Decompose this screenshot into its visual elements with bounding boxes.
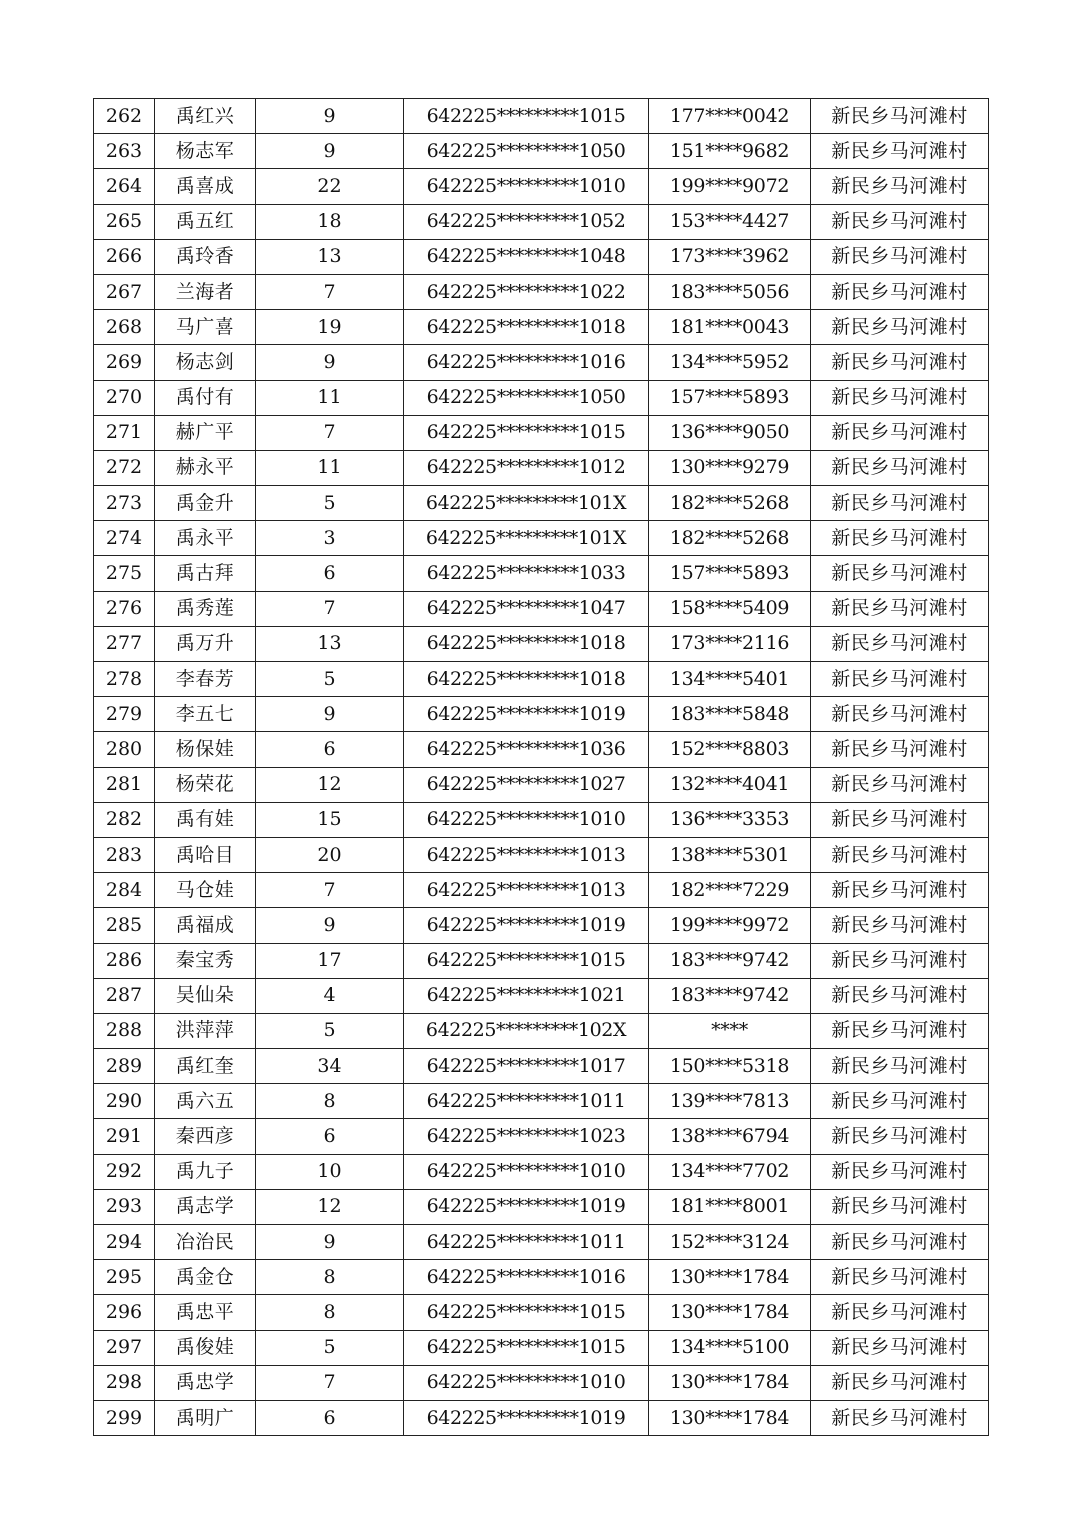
id-number-cell: 642225*********1015 bbox=[404, 1330, 649, 1365]
row-number-cell: 286 bbox=[94, 943, 155, 978]
row-number-cell: 268 bbox=[94, 310, 155, 345]
row-number-cell: 278 bbox=[94, 662, 155, 697]
village-cell: 新民乡马河滩村 bbox=[811, 1049, 989, 1084]
table-row bbox=[94, 486, 989, 521]
table-row bbox=[94, 380, 989, 415]
village-cell: 新民乡马河滩村 bbox=[811, 1330, 989, 1365]
table-row bbox=[94, 908, 989, 943]
row-number-cell: 279 bbox=[94, 697, 155, 732]
phone-cell: 158****5409 bbox=[649, 591, 811, 626]
table-row bbox=[94, 415, 989, 450]
phone-cell: 199****9972 bbox=[649, 908, 811, 943]
row-number-cell: 265 bbox=[94, 204, 155, 239]
village-cell: 新民乡马河滩村 bbox=[811, 274, 989, 309]
village-cell: 新民乡马河滩村 bbox=[811, 837, 989, 872]
name-cell: 禹喜成 bbox=[155, 169, 256, 204]
table-row bbox=[94, 662, 989, 697]
table-row bbox=[94, 521, 989, 556]
table-row bbox=[94, 204, 989, 239]
table-row bbox=[94, 978, 989, 1013]
count-cell: 9 bbox=[256, 1225, 404, 1260]
table-row bbox=[94, 873, 989, 908]
id-number-cell: 642225*********1018 bbox=[404, 310, 649, 345]
village-cell: 新民乡马河滩村 bbox=[811, 908, 989, 943]
id-number-cell: 642225*********1022 bbox=[404, 274, 649, 309]
row-number-cell: 275 bbox=[94, 556, 155, 591]
village-cell: 新民乡马河滩村 bbox=[811, 1119, 989, 1154]
table-row bbox=[94, 837, 989, 872]
row-number-cell: 290 bbox=[94, 1084, 155, 1119]
row-number-cell: 294 bbox=[94, 1225, 155, 1260]
id-number-cell: 642225*********1052 bbox=[404, 204, 649, 239]
count-cell: 9 bbox=[256, 134, 404, 169]
table-row bbox=[94, 767, 989, 802]
row-number-cell: 282 bbox=[94, 802, 155, 837]
table-row bbox=[94, 1400, 989, 1435]
row-number-cell: 284 bbox=[94, 873, 155, 908]
table-row bbox=[94, 134, 989, 169]
count-cell: 11 bbox=[256, 380, 404, 415]
name-cell: 李春芳 bbox=[155, 662, 256, 697]
id-number-cell: 642225*********1015 bbox=[404, 99, 649, 134]
phone-cell: 183****5056 bbox=[649, 274, 811, 309]
count-cell: 17 bbox=[256, 943, 404, 978]
phone-cell: 130****9279 bbox=[649, 450, 811, 485]
village-cell: 新民乡马河滩村 bbox=[811, 662, 989, 697]
count-cell: 18 bbox=[256, 204, 404, 239]
name-cell: 禹福成 bbox=[155, 908, 256, 943]
id-number-cell: 642225*********1016 bbox=[404, 345, 649, 380]
id-number-cell: 642225*********1013 bbox=[404, 837, 649, 872]
table-row bbox=[94, 274, 989, 309]
name-cell: 杨保娃 bbox=[155, 732, 256, 767]
name-cell: 洪萍萍 bbox=[155, 1013, 256, 1048]
count-cell: 8 bbox=[256, 1295, 404, 1330]
phone-cell: 173****2116 bbox=[649, 626, 811, 661]
table-row bbox=[94, 1084, 989, 1119]
name-cell: 禹哈目 bbox=[155, 837, 256, 872]
name-cell: 禹五红 bbox=[155, 204, 256, 239]
table-row bbox=[94, 169, 989, 204]
household-table bbox=[93, 98, 989, 1436]
count-cell: 7 bbox=[256, 1365, 404, 1400]
id-number-cell: 642225*********1016 bbox=[404, 1260, 649, 1295]
village-cell: 新民乡马河滩村 bbox=[811, 943, 989, 978]
name-cell: 禹秀莲 bbox=[155, 591, 256, 626]
count-cell: 19 bbox=[256, 310, 404, 345]
phone-cell: 136****9050 bbox=[649, 415, 811, 450]
count-cell: 10 bbox=[256, 1154, 404, 1189]
count-cell: 13 bbox=[256, 239, 404, 274]
phone-cell: **** bbox=[649, 1013, 811, 1048]
table-row bbox=[94, 1154, 989, 1189]
village-cell: 新民乡马河滩村 bbox=[811, 415, 989, 450]
village-cell: 新民乡马河滩村 bbox=[811, 169, 989, 204]
id-number-cell: 642225*********1018 bbox=[404, 626, 649, 661]
name-cell: 禹明广 bbox=[155, 1400, 256, 1435]
table-row bbox=[94, 943, 989, 978]
row-number-cell: 283 bbox=[94, 837, 155, 872]
village-cell: 新民乡马河滩村 bbox=[811, 134, 989, 169]
id-number-cell: 642225*********101X bbox=[404, 521, 649, 556]
phone-cell: 182****5268 bbox=[649, 486, 811, 521]
table-row bbox=[94, 345, 989, 380]
name-cell: 禹永平 bbox=[155, 521, 256, 556]
id-number-cell: 642225*********1010 bbox=[404, 169, 649, 204]
table-row bbox=[94, 1225, 989, 1260]
name-cell: 禹古拜 bbox=[155, 556, 256, 591]
row-number-cell: 274 bbox=[94, 521, 155, 556]
phone-cell: 183****5848 bbox=[649, 697, 811, 732]
id-number-cell: 642225*********1010 bbox=[404, 1154, 649, 1189]
village-cell: 新民乡马河滩村 bbox=[811, 978, 989, 1013]
name-cell: 马广喜 bbox=[155, 310, 256, 345]
village-cell: 新民乡马河滩村 bbox=[811, 556, 989, 591]
id-number-cell: 642225*********1013 bbox=[404, 873, 649, 908]
village-cell: 新民乡马河滩村 bbox=[811, 1154, 989, 1189]
row-number-cell: 287 bbox=[94, 978, 155, 1013]
name-cell: 赫永平 bbox=[155, 450, 256, 485]
count-cell: 15 bbox=[256, 802, 404, 837]
table-row bbox=[94, 1295, 989, 1330]
village-cell: 新民乡马河滩村 bbox=[811, 1013, 989, 1048]
row-number-cell: 295 bbox=[94, 1260, 155, 1295]
table-row bbox=[94, 1013, 989, 1048]
name-cell: 禹红奎 bbox=[155, 1049, 256, 1084]
phone-cell: 150****5318 bbox=[649, 1049, 811, 1084]
id-number-cell: 642225*********1036 bbox=[404, 732, 649, 767]
name-cell: 禹万升 bbox=[155, 626, 256, 661]
row-number-cell: 289 bbox=[94, 1049, 155, 1084]
id-number-cell: 642225*********1023 bbox=[404, 1119, 649, 1154]
row-number-cell: 269 bbox=[94, 345, 155, 380]
row-number-cell: 296 bbox=[94, 1295, 155, 1330]
count-cell: 5 bbox=[256, 662, 404, 697]
count-cell: 22 bbox=[256, 169, 404, 204]
name-cell: 兰海者 bbox=[155, 274, 256, 309]
count-cell: 4 bbox=[256, 978, 404, 1013]
id-number-cell: 642225*********1015 bbox=[404, 943, 649, 978]
village-cell: 新民乡马河滩村 bbox=[811, 1225, 989, 1260]
phone-cell: 134****5401 bbox=[649, 662, 811, 697]
phone-cell: 157****5893 bbox=[649, 556, 811, 591]
table-row bbox=[94, 591, 989, 626]
phone-cell: 151****9682 bbox=[649, 134, 811, 169]
id-number-cell: 642225*********1050 bbox=[404, 380, 649, 415]
table-row bbox=[94, 310, 989, 345]
id-number-cell: 642225*********1017 bbox=[404, 1049, 649, 1084]
row-number-cell: 266 bbox=[94, 239, 155, 274]
row-number-cell: 271 bbox=[94, 415, 155, 450]
phone-cell: 182****5268 bbox=[649, 521, 811, 556]
table-row bbox=[94, 697, 989, 732]
name-cell: 禹玲香 bbox=[155, 239, 256, 274]
village-cell: 新民乡马河滩村 bbox=[811, 1084, 989, 1119]
count-cell: 9 bbox=[256, 908, 404, 943]
name-cell: 禹忠平 bbox=[155, 1295, 256, 1330]
phone-cell: 132****4041 bbox=[649, 767, 811, 802]
id-number-cell: 642225*********1012 bbox=[404, 450, 649, 485]
phone-cell: 152****3124 bbox=[649, 1225, 811, 1260]
village-cell: 新民乡马河滩村 bbox=[811, 204, 989, 239]
name-cell: 杨志剑 bbox=[155, 345, 256, 380]
name-cell: 马仓娃 bbox=[155, 873, 256, 908]
name-cell: 禹红兴 bbox=[155, 99, 256, 134]
row-number-cell: 277 bbox=[94, 626, 155, 661]
row-number-cell: 288 bbox=[94, 1013, 155, 1048]
id-number-cell: 642225*********1019 bbox=[404, 1400, 649, 1435]
phone-cell: 134****7702 bbox=[649, 1154, 811, 1189]
row-number-cell: 267 bbox=[94, 274, 155, 309]
id-number-cell: 642225*********1010 bbox=[404, 1365, 649, 1400]
count-cell: 9 bbox=[256, 697, 404, 732]
count-cell: 12 bbox=[256, 767, 404, 802]
table-body bbox=[94, 99, 989, 1436]
name-cell: 禹金仓 bbox=[155, 1260, 256, 1295]
phone-cell: 138****5301 bbox=[649, 837, 811, 872]
count-cell: 9 bbox=[256, 345, 404, 380]
count-cell: 9 bbox=[256, 99, 404, 134]
phone-cell: 134****5100 bbox=[649, 1330, 811, 1365]
count-cell: 7 bbox=[256, 591, 404, 626]
table-row bbox=[94, 1119, 989, 1154]
id-number-cell: 642225*********1050 bbox=[404, 134, 649, 169]
phone-cell: 183****9742 bbox=[649, 943, 811, 978]
name-cell: 杨荣花 bbox=[155, 767, 256, 802]
table-row bbox=[94, 1049, 989, 1084]
count-cell: 5 bbox=[256, 1330, 404, 1365]
village-cell: 新民乡马河滩村 bbox=[811, 521, 989, 556]
phone-cell: 181****8001 bbox=[649, 1189, 811, 1224]
id-number-cell: 642225*********1011 bbox=[404, 1084, 649, 1119]
village-cell: 新民乡马河滩村 bbox=[811, 450, 989, 485]
table-row bbox=[94, 802, 989, 837]
table-row bbox=[94, 1189, 989, 1224]
row-number-cell: 276 bbox=[94, 591, 155, 626]
count-cell: 6 bbox=[256, 732, 404, 767]
document-page bbox=[93, 98, 988, 1436]
count-cell: 6 bbox=[256, 1119, 404, 1154]
table-row bbox=[94, 450, 989, 485]
table-row bbox=[94, 239, 989, 274]
phone-cell: 130****1784 bbox=[649, 1365, 811, 1400]
village-cell: 新民乡马河滩村 bbox=[811, 732, 989, 767]
phone-cell: 199****9072 bbox=[649, 169, 811, 204]
row-number-cell: 293 bbox=[94, 1189, 155, 1224]
count-cell: 12 bbox=[256, 1189, 404, 1224]
id-number-cell: 642225*********1033 bbox=[404, 556, 649, 591]
village-cell: 新民乡马河滩村 bbox=[811, 1400, 989, 1435]
row-number-cell: 281 bbox=[94, 767, 155, 802]
id-number-cell: 642225*********101X bbox=[404, 486, 649, 521]
row-number-cell: 297 bbox=[94, 1330, 155, 1365]
phone-cell: 134****5952 bbox=[649, 345, 811, 380]
phone-cell: 181****0043 bbox=[649, 310, 811, 345]
count-cell: 6 bbox=[256, 1400, 404, 1435]
id-number-cell: 642225*********1011 bbox=[404, 1225, 649, 1260]
name-cell: 李五七 bbox=[155, 697, 256, 732]
name-cell: 禹有娃 bbox=[155, 802, 256, 837]
village-cell: 新民乡马河滩村 bbox=[811, 1260, 989, 1295]
village-cell: 新民乡马河滩村 bbox=[811, 239, 989, 274]
row-number-cell: 263 bbox=[94, 134, 155, 169]
table-row bbox=[94, 1330, 989, 1365]
row-number-cell: 298 bbox=[94, 1365, 155, 1400]
village-cell: 新民乡马河滩村 bbox=[811, 99, 989, 134]
phone-cell: 136****3353 bbox=[649, 802, 811, 837]
row-number-cell: 291 bbox=[94, 1119, 155, 1154]
row-number-cell: 299 bbox=[94, 1400, 155, 1435]
name-cell: 杨志军 bbox=[155, 134, 256, 169]
phone-cell: 183****9742 bbox=[649, 978, 811, 1013]
table-row bbox=[94, 556, 989, 591]
count-cell: 34 bbox=[256, 1049, 404, 1084]
id-number-cell: 642225*********102X bbox=[404, 1013, 649, 1048]
id-number-cell: 642225*********1047 bbox=[404, 591, 649, 626]
village-cell: 新民乡马河滩村 bbox=[811, 697, 989, 732]
village-cell: 新民乡马河滩村 bbox=[811, 873, 989, 908]
name-cell: 吴仙朵 bbox=[155, 978, 256, 1013]
village-cell: 新民乡马河滩村 bbox=[811, 1365, 989, 1400]
name-cell: 禹付有 bbox=[155, 380, 256, 415]
name-cell: 禹俊娃 bbox=[155, 1330, 256, 1365]
village-cell: 新民乡马河滩村 bbox=[811, 310, 989, 345]
count-cell: 6 bbox=[256, 556, 404, 591]
id-number-cell: 642225*********1021 bbox=[404, 978, 649, 1013]
phone-cell: 130****1784 bbox=[649, 1260, 811, 1295]
village-cell: 新民乡马河滩村 bbox=[811, 626, 989, 661]
table-row bbox=[94, 626, 989, 661]
row-number-cell: 280 bbox=[94, 732, 155, 767]
row-number-cell: 264 bbox=[94, 169, 155, 204]
phone-cell: 130****1784 bbox=[649, 1295, 811, 1330]
id-number-cell: 642225*********1015 bbox=[404, 1295, 649, 1330]
row-number-cell: 270 bbox=[94, 380, 155, 415]
count-cell: 13 bbox=[256, 626, 404, 661]
id-number-cell: 642225*********1027 bbox=[404, 767, 649, 802]
row-number-cell: 262 bbox=[94, 99, 155, 134]
phone-cell: 153****4427 bbox=[649, 204, 811, 239]
village-cell: 新民乡马河滩村 bbox=[811, 1295, 989, 1330]
id-number-cell: 642225*********1019 bbox=[404, 697, 649, 732]
village-cell: 新民乡马河滩村 bbox=[811, 802, 989, 837]
village-cell: 新民乡马河滩村 bbox=[811, 767, 989, 802]
phone-cell: 173****3962 bbox=[649, 239, 811, 274]
count-cell: 3 bbox=[256, 521, 404, 556]
name-cell: 禹金升 bbox=[155, 486, 256, 521]
table-row bbox=[94, 732, 989, 767]
village-cell: 新民乡马河滩村 bbox=[811, 380, 989, 415]
row-number-cell: 292 bbox=[94, 1154, 155, 1189]
count-cell: 8 bbox=[256, 1084, 404, 1119]
name-cell: 赫广平 bbox=[155, 415, 256, 450]
village-cell: 新民乡马河滩村 bbox=[811, 486, 989, 521]
name-cell: 禹忠学 bbox=[155, 1365, 256, 1400]
count-cell: 7 bbox=[256, 415, 404, 450]
count-cell: 20 bbox=[256, 837, 404, 872]
table-row bbox=[94, 99, 989, 134]
count-cell: 8 bbox=[256, 1260, 404, 1295]
name-cell: 禹志学 bbox=[155, 1189, 256, 1224]
count-cell: 5 bbox=[256, 1013, 404, 1048]
phone-cell: 157****5893 bbox=[649, 380, 811, 415]
phone-cell: 177****0042 bbox=[649, 99, 811, 134]
name-cell: 禹六五 bbox=[155, 1084, 256, 1119]
name-cell: 禹九子 bbox=[155, 1154, 256, 1189]
id-number-cell: 642225*********1018 bbox=[404, 662, 649, 697]
id-number-cell: 642225*********1019 bbox=[404, 908, 649, 943]
name-cell: 秦宝秀 bbox=[155, 943, 256, 978]
row-number-cell: 273 bbox=[94, 486, 155, 521]
phone-cell: 182****7229 bbox=[649, 873, 811, 908]
phone-cell: 152****8803 bbox=[649, 732, 811, 767]
phone-cell: 138****6794 bbox=[649, 1119, 811, 1154]
village-cell: 新民乡马河滩村 bbox=[811, 345, 989, 380]
id-number-cell: 642225*********1048 bbox=[404, 239, 649, 274]
count-cell: 7 bbox=[256, 873, 404, 908]
village-cell: 新民乡马河滩村 bbox=[811, 1189, 989, 1224]
row-number-cell: 285 bbox=[94, 908, 155, 943]
id-number-cell: 642225*********1019 bbox=[404, 1189, 649, 1224]
name-cell: 秦西彦 bbox=[155, 1119, 256, 1154]
count-cell: 5 bbox=[256, 486, 404, 521]
row-number-cell: 272 bbox=[94, 450, 155, 485]
village-cell: 新民乡马河滩村 bbox=[811, 591, 989, 626]
name-cell: 冶治民 bbox=[155, 1225, 256, 1260]
phone-cell: 139****7813 bbox=[649, 1084, 811, 1119]
phone-cell: 130****1784 bbox=[649, 1400, 811, 1435]
table-row bbox=[94, 1365, 989, 1400]
count-cell: 7 bbox=[256, 274, 404, 309]
id-number-cell: 642225*********1010 bbox=[404, 802, 649, 837]
count-cell: 11 bbox=[256, 450, 404, 485]
id-number-cell: 642225*********1015 bbox=[404, 415, 649, 450]
table-row bbox=[94, 1260, 989, 1295]
